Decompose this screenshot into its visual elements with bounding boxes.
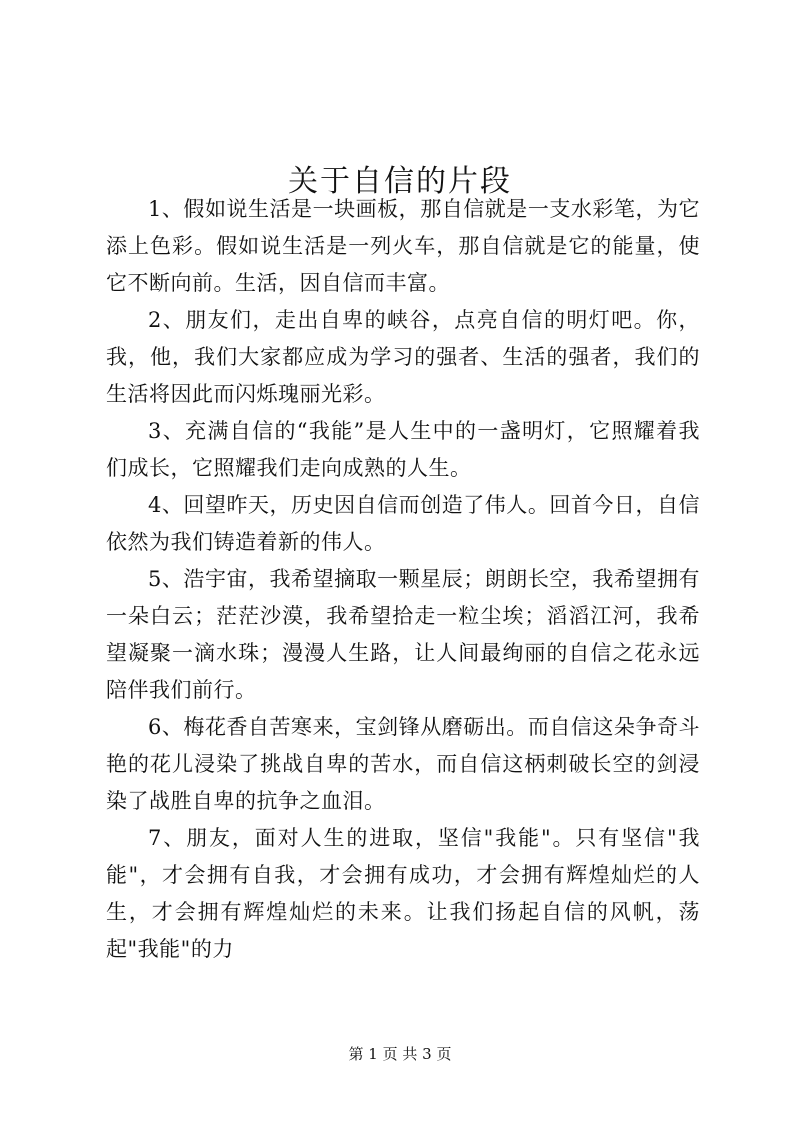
document-title: 关于自信的片段 xyxy=(288,164,512,200)
paragraph-6: 6、梅花香自苦寒来，宝剑锋从磨砺出。而自信这朵争奇斗艳的花儿浸染了挑战自卑的苦水，而自信这柄刺破长空的剑浸染了战胜自卑的抗争之血泪。 xyxy=(106,715,700,813)
page-number-footer: 第 1 页 共 3 页 xyxy=(348,1045,452,1063)
paragraph-3: 3、充满自信的“我能”是人生中的一盏明灯，它照耀着我们成长，它照耀我们走向成熟的人生。 xyxy=(106,419,700,480)
paragraph-4: 4、回望昨天，历史因自信而创造了伟人。回首今日，自信依然为我们铸造着新的伟人。 xyxy=(106,493,700,554)
paragraph-1: 1、假如说生活是一块画板，那自信就是一支水彩笔，为它添上色彩。假如说生活是一列火车，那自信就是它的能量，使它不断向前。生活，因自信而丰富。 xyxy=(106,197,700,295)
paragraph-7: 7、朋友，面对人生的进取，坚信"我能"。只有坚信"我能"，才会拥有自我，才会拥有成功，才会拥有辉煌灿烂的人生，才会拥有辉煌灿烂的未来。让我们扬起自信的风帆，荡起"我能"的力 xyxy=(106,826,700,961)
document-body xyxy=(106,191,700,968)
paragraph-5: 5、浩宇宙，我希望摘取一颗星辰；朗朗长空，我希望拥有一朵白云；茫茫沙漠，我希望拾走一粒尘埃；滔滔江河，我希望凝聚一滴水珠；漫漫人生路，让人间最绚丽的自信之花永远陪伴我们前行。 xyxy=(106,567,700,702)
paragraph-2: 2、朋友们，走出自卑的峡谷，点亮自信的明灯吧。你，我，他，我们大家都应成为学习的强者、生活的强者，我们的生活将因此而闪烁瑰丽光彩。 xyxy=(106,308,700,406)
